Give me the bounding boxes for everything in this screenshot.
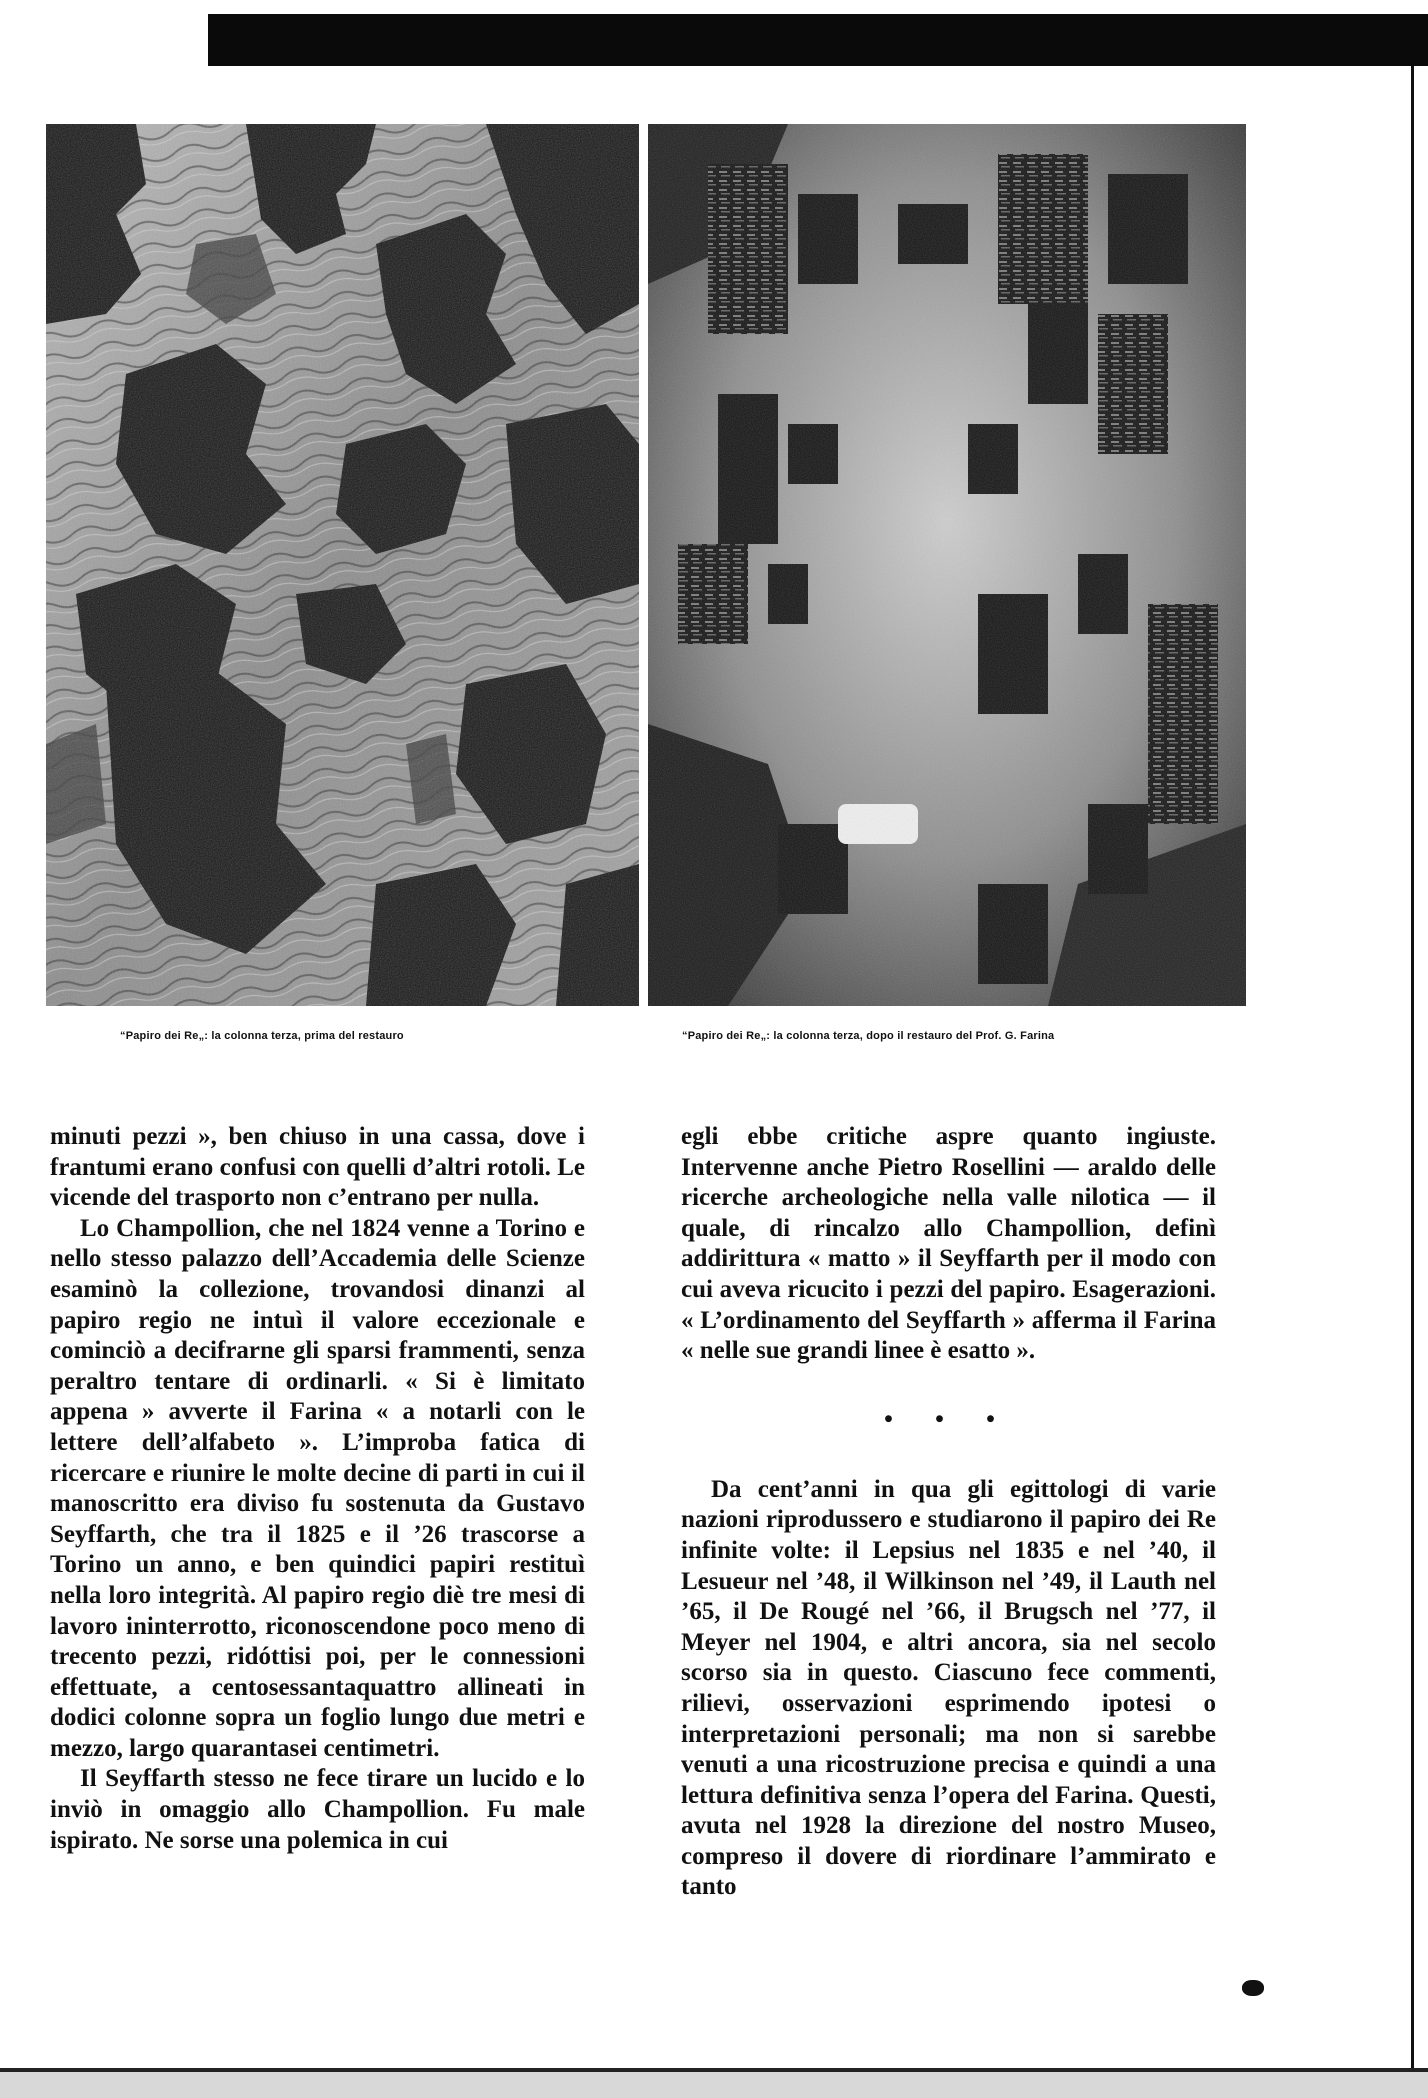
caption-left: “Papiro dei Re„: la colonna terza, prima del restauro (120, 1030, 404, 1042)
article-column-left (50, 1122, 585, 1856)
caption-right: “Papiro dei Re„: la colonna terza, dopo il restauro del Prof. G. Farina (682, 1030, 1055, 1042)
photo-papyrus-after (648, 124, 1246, 1006)
paragraph: Il Seyffarth stesso ne fece tirare un lucido e lo inviò in omaggio allo Champollion. Fu male ispirato. Ne sorse una polemica in cui (50, 1765, 585, 1854)
paragraph: minuti pezzi », ben chiuso in una cassa, dove i frantumi erano confusi con quelli d’altri rotoli. Le vicende del trasporto non c’entrano per nulla. (50, 1123, 585, 1212)
photo-papyrus-before (46, 124, 639, 1006)
scan-border-right (1411, 66, 1414, 2068)
article-column-right (681, 1122, 1216, 1903)
paragraph: Lo Champollion, che nel 1824 venne a Torino e nello stesso palazzo dell’Accademia delle Scienze esaminò la collezione, trovandosi dinanzi al papiro regio ne intuì il valore eccezionale e cominciò a decifrarne gli sparsi frammenti, senza peraltro tentare di ordinarli. « Si è limitato appena » avverte il Farina « a notarli con le lettere dell’alfabeto ». L’improba fatica di ricercare e riunire le molte decine di parti in cui il manoscritto era diviso fu sostenuta da Gustavo Seyffarth, che tra il 1825 e il ’26 trascorse a Torino un anno, e ben quindici papiri restituì nella loro integrità. Al papiro regio diè tre mesi di lavoro ininterrotto, riconoscendone poco meno di trecento pezzi, ridóttisi poi, per le connessioni effettuate, a centosessantaquattro allineati in dodici colonne sopra un foglio lungo due metri e mezzo, largo quarantasei centimetri. (50, 1214, 585, 1762)
paragraph: Da cent’anni in qua gli egittologi di varie nazioni riprodussero e studiarono il papiro dei Re infinite volte: il Lepsius nel 1835 e nel ’40, il Lesueur nel ’48, il Wilkinson nel ’49, il Lauth nel ’65, il De Rougé nel ’66, il Brugsch nel ’77, il Meyer nel 1904, e altri ancora, sia nel secolo scorso sia in questo. Ciascuno fece commenti, rilievi, osservazioni esprimendo ipotesi o interpretazioni personali; ma non si sarebbe venuti a una ricostruzione precisa e quindi a una lettura definitiva senza l’opera del Farina. Questi, avuta nel 1928 la direzione del nostro Museo, compreso il dovere di riordinare l’ammirato e tanto (681, 1475, 1216, 1901)
ink-mark (1242, 1980, 1264, 1996)
papyrus-before-image (46, 124, 639, 1006)
paragraph: egli ebbe critiche aspre quanto ingiuste. Intervenne anche Pietro Rosellini — araldo delle ricerche archeologiche nella valle nilotica — il quale, di rincalzo allo Champollion, definì addirittura « matto » il Seyffarth per il modo con cui aveva ricucito i pezzi del papiro. Esagerazioni. « L’ordinamento del Seyffarth » afferma il Farina « nelle sue grandi linee è esatto ». (681, 1123, 1216, 1365)
papyrus-after-image (648, 124, 1246, 1006)
section-separator: • • • (884, 1405, 1013, 1433)
page-margin (0, 0, 208, 66)
scan-border-bottom (0, 2068, 1428, 2098)
scan-border-top (208, 14, 1428, 66)
